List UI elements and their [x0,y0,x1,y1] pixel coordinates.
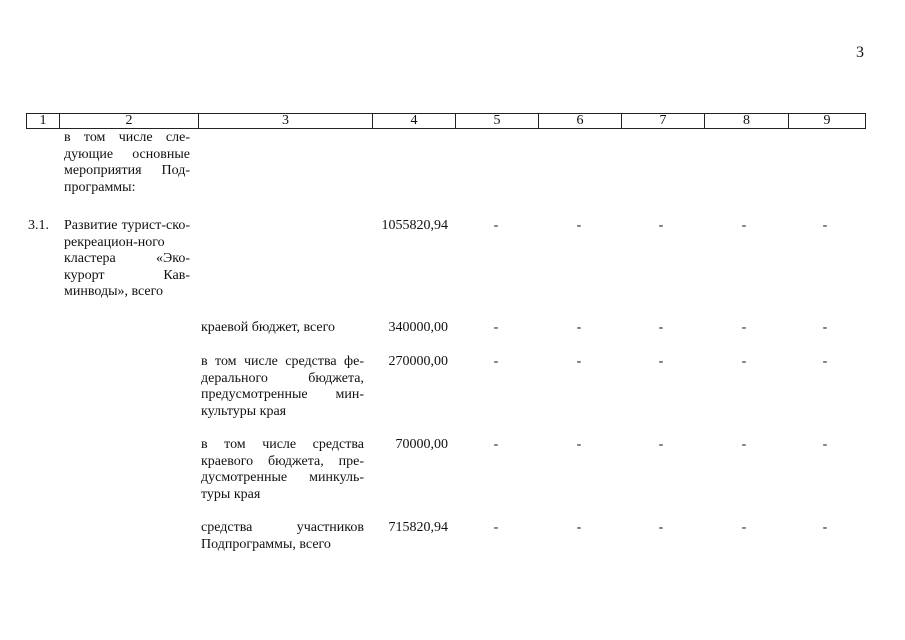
header-cell-1: 1 [26,113,60,129]
header-cell-6: 6 [538,113,622,129]
row-name: Развитие турист-ско-рекреацион-ного кластера «Эко-курорт Кав-минводы», всего [64,218,190,299]
dash: - [741,218,747,233]
dash: - [493,354,499,369]
header-cell-2: 2 [59,113,199,129]
dash: - [741,437,747,452]
dash: - [576,320,582,335]
header-cell-3: 3 [198,113,373,129]
header-cell-4: 4 [372,113,456,129]
dash: - [741,320,747,335]
dash: - [658,354,664,369]
dash: - [658,320,664,335]
dash: - [741,354,747,369]
dash: - [576,354,582,369]
source-participants-funds: средства участников Подпрограммы, всего [201,520,364,552]
dash: - [822,320,828,335]
dash: - [493,437,499,452]
dash: - [822,218,828,233]
source-regional-funds: в том числе средства краевого бюджета, пре-дусмотренные минкуль-туры края [201,437,364,502]
dash: - [493,520,499,535]
page-number: 3 [856,44,864,61]
dash: - [576,218,582,233]
dash: - [658,218,664,233]
amount-regional-funds: 70000,00 [395,437,448,452]
dash: - [576,520,582,535]
source-federal-funds: в том числе средства фе-дерального бюджета, предусмотренные мин-культуры края [201,354,364,419]
amount-total: 1055820,94 [381,218,448,233]
dash: - [493,320,499,335]
amount-federal-funds: 270000,00 [388,354,448,369]
source-regional-budget: краевой бюджет, всего [201,320,336,335]
amount-regional-budget: 340000,00 [388,320,448,335]
dash: - [658,520,664,535]
dash: - [658,437,664,452]
dash: - [576,437,582,452]
dash: - [741,520,747,535]
dash: - [493,218,499,233]
row-index: 3.1. [28,218,49,233]
dash: - [822,520,828,535]
amount-participants-funds: 715820,94 [388,520,448,535]
dash: - [822,354,828,369]
dash: - [822,437,828,452]
header-cell-9: 9 [788,113,866,129]
header-cell-8: 8 [704,113,789,129]
header-cell-7: 7 [621,113,705,129]
intro-text: в том числе сле-дующие основные мероприятия Под-программы: [64,130,190,195]
header-cell-5: 5 [455,113,539,129]
